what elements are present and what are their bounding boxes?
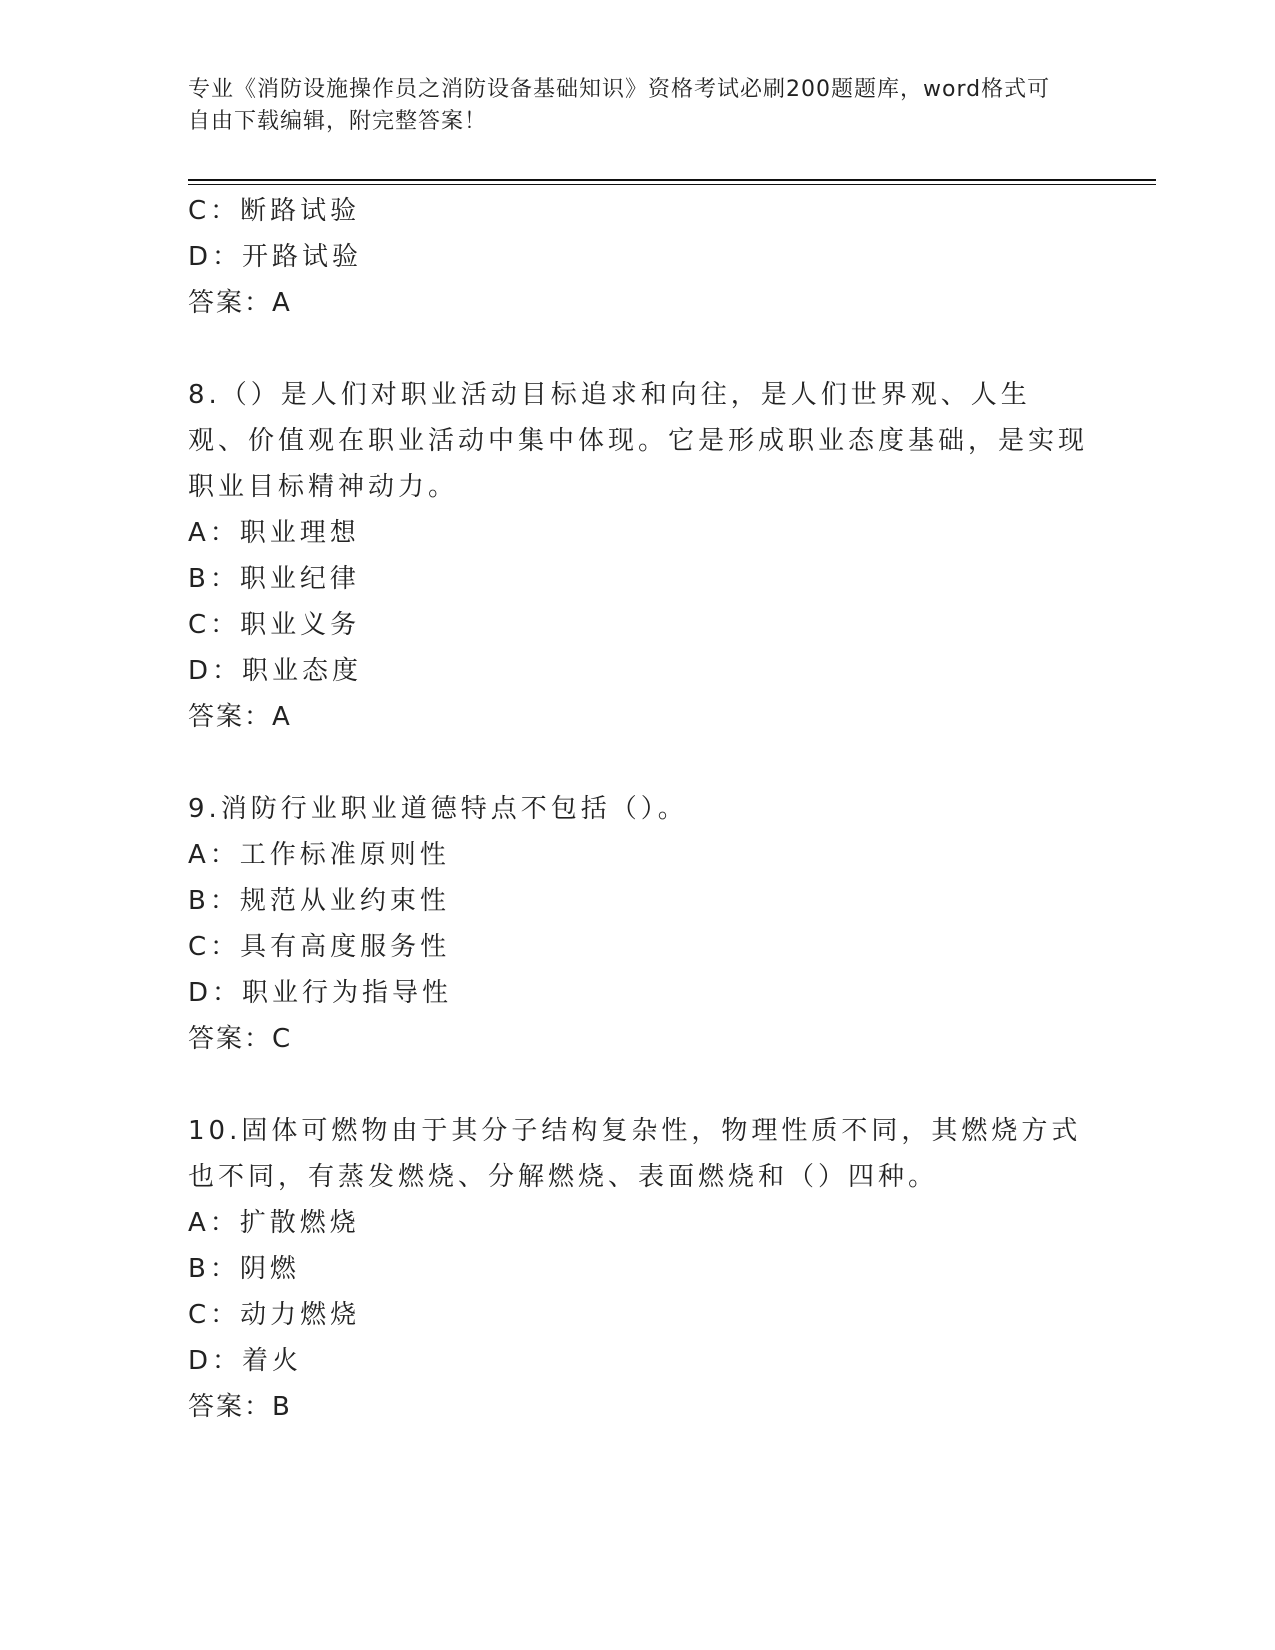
answer-line: 答案：A <box>188 288 292 318</box>
option-c: C：动力燃烧 <box>188 1300 361 1330</box>
question-text: 9.消防行业职业道德特点不包括（）。 <box>188 794 688 824</box>
option-b: B：规范从业约束性 <box>188 886 450 916</box>
answer-line: 答案：C <box>188 1024 293 1054</box>
document-header: 专业《消防设施操作员之消防设备基础知识》资格考试必刷200题题库，word格式可自由下载编辑，附完整答案！ <box>188 77 1051 134</box>
header-rule-thin <box>188 184 1156 185</box>
option-d: D：职业态度 <box>188 656 363 686</box>
option-c: C：断路试验 <box>188 196 361 226</box>
answer-line: 答案：B <box>188 1392 292 1422</box>
option-d: D：着火 <box>188 1346 303 1376</box>
option-a: A：工作标准原则性 <box>188 840 450 870</box>
spacer <box>188 1062 1088 1108</box>
spacer <box>188 326 1088 372</box>
option-c: C：具有高度服务性 <box>188 932 451 962</box>
answer-line: 答案：A <box>188 702 292 732</box>
option-b: B：职业纪律 <box>188 564 360 594</box>
option-b: B：阴燃 <box>188 1254 300 1284</box>
question-9 <box>188 786 1088 1062</box>
question-text: 8.（）是人们对职业活动目标追求和向往，是人们世界观、人生观、价值观在职业活动中集中体现。它是形成职业态度基础，是实现职业目标精神动力。 <box>188 380 1089 502</box>
question-8 <box>188 372 1088 740</box>
option-a: A：职业理想 <box>188 518 360 548</box>
spacer <box>188 740 1088 786</box>
option-c: C：职业义务 <box>188 610 361 640</box>
continued-question <box>188 188 1088 326</box>
option-d: D：开路试验 <box>188 242 363 272</box>
question-text: 10.固体可燃物由于其分子结构复杂性，物理性质不同，其燃烧方式也不同，有蒸发燃烧、分解燃烧、表面燃烧和（）四种。 <box>188 1116 1082 1192</box>
option-d: D：职业行为指导性 <box>188 978 453 1008</box>
question-list <box>188 188 1088 1430</box>
header-rule-thick <box>188 179 1156 181</box>
question-10 <box>188 1108 1088 1430</box>
option-a: A：扩散燃烧 <box>188 1208 360 1238</box>
